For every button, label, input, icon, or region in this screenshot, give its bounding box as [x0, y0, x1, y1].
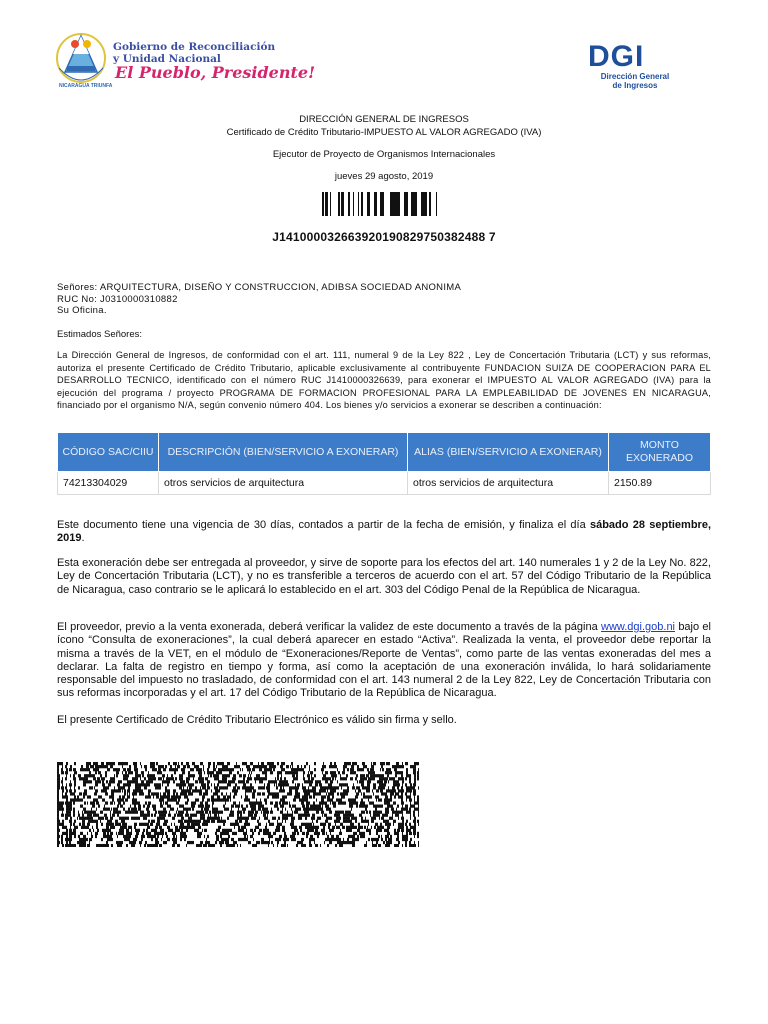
recipient-office: Su Oficina. — [57, 305, 107, 316]
intro-paragraph: La Dirección General de Ingresos, de conformidad con el art. 111, numeral 9 de la Ley 822 , Ley de Concertación Tributaria (LCT) y sus reformas, autoriza el presente Certificado de Crédito Tributario, aplicable exclusivamente al contribuyente FUNDACION SUIZA DE COOPERACION PARA EL DESARROLLO TECNICO, identificado con el número RUC J1410000326639, para exonerar el IMPUESTO AL VALOR AGREGADO (IVA) para la ejecución del programa / proyecto PROGRAMA DE FORMACION PROFESIONAL PARA LA EMPLEABILIDAD DE JOVENES EN NICARAGUA, financiado por el organismo N/A, según convenio número 404. Los bienes y/o servicios a exonerar se describen a continuación: — [57, 350, 711, 410]
verify-text-before: El proveedor, previo a la venta exonerada, deberá verificar la validez de este documento a través de la página — [57, 621, 602, 633]
gov-slogan: El Pueblo, Presidente! — [115, 63, 316, 82]
gov-seal-text: NICARAGUA TRIUNFA — [59, 83, 113, 89]
recipient-block — [57, 282, 461, 317]
validity-paragraph — [57, 519, 711, 546]
dgi-website-link[interactable]: www.dgi.gob.ni — [601, 621, 676, 633]
dgi-logo — [560, 34, 710, 104]
cell-description: otros servicios de arquitectura — [159, 472, 408, 495]
cell-code: 74213304029 — [58, 472, 159, 495]
barcode-icon — [322, 192, 448, 216]
table-header-row — [58, 433, 711, 472]
dgi-logo-subtitle — [580, 72, 690, 90]
gov-logo — [55, 28, 316, 98]
col-header-description: DESCRIPCIÓN (BIEN/SERVICIO A EXONERAR) — [159, 433, 408, 472]
col-header-amount: MONTO EXONERADO — [609, 433, 711, 472]
validity-end: . — [81, 532, 85, 545]
exoneration-table — [57, 432, 711, 495]
delivery-paragraph: Esta exoneración debe ser entregada al proveedor, y sirve de soporte para los efectos del art. 140 numerales 1 y 2 de la Ley No. 822, Ley de Concertación Tributaria (LCT), y no es transferible a terceros de acuerdo con el art. 57 del Código Tributario de la República de Nicaragua, caso contrario se le aplicará lo establecido en el art. 303 del Código Penal de la República de Nicaragua. — [57, 557, 711, 596]
dgi-logo-sub2: de Ingresos — [612, 81, 658, 90]
table-row — [58, 472, 711, 495]
cell-amount: 2150.89 — [609, 472, 711, 495]
recipient-name: Señores: ARQUITECTURA, DISEÑO Y CONSTRUCCION, ADIBSA SOCIEDAD ANONIMA — [57, 282, 462, 293]
dgi-logo-word: DGI — [588, 40, 645, 73]
dgi-logo-sub1: Dirección General — [600, 72, 670, 81]
doc-code: J141000032663920190829750382488 7 — [272, 230, 496, 244]
verify-paragraph — [57, 621, 711, 701]
cell-alias: otros servicios de arquitectura — [408, 472, 609, 495]
validity-text: Este documento tiene una vigencia de 30 días, contados a partir de la fecha de emisión, y finaliza el día — [57, 519, 590, 531]
doc-subtitle: Certificado de Crédito Tributario-IMPUESTO AL VALOR AGREGADO (IVA) — [226, 127, 542, 138]
doc-date: jueves 29 agosto, 2019 — [334, 171, 434, 182]
recipient-ruc: RUC No: J0310000310882 — [57, 293, 178, 305]
gov-name-line2: y Unidad Nacional — [113, 53, 221, 65]
doc-title: DIRECCIÓN GENERAL DE INGRESOS — [299, 114, 469, 125]
col-header-alias: ALIAS (BIEN/SERVICIO A EXONERAR) — [408, 433, 609, 472]
doc-executor: Ejecutor de Proyecto de Organismos Internacionales — [272, 149, 496, 160]
gov-name-line1: Gobierno de Reconciliación — [113, 41, 276, 53]
pdf417-barcode-icon — [57, 762, 419, 847]
col-header-code: CÓDIGO SAC/CIIU — [58, 433, 159, 472]
verify-text-after: bajo el ícono “Consulta de exoneraciones”, la cual deberá aparecer en estado “Activa”. Realizada la venta, el proveedor debe reportar la misma a través de la VET, en el módulo de “Exoneraciones/Reporte de Ventas”, como parte de las ventas exoneradas del mes a declarar. La falta de registro en tiempo y forma, así como la aceptación de una exoneración inválida, lo hará solidariamente responsable del impuesto no trasladado, de conformidad con el art. 143 numeral 2 de la Ley 822, Ley de Concertación Tributaria con sus reformas incorporadas y el art. 17 del Código Tributario de la República de Nicaragua. — [57, 621, 711, 700]
greeting: Estimados Señores: — [57, 329, 143, 340]
validity-end-date: sábado 28 septiembre, 2019 — [57, 519, 711, 545]
final-paragraph: El presente Certificado de Crédito Tributario Electrónico es válido sin firma y sello. — [57, 714, 457, 726]
